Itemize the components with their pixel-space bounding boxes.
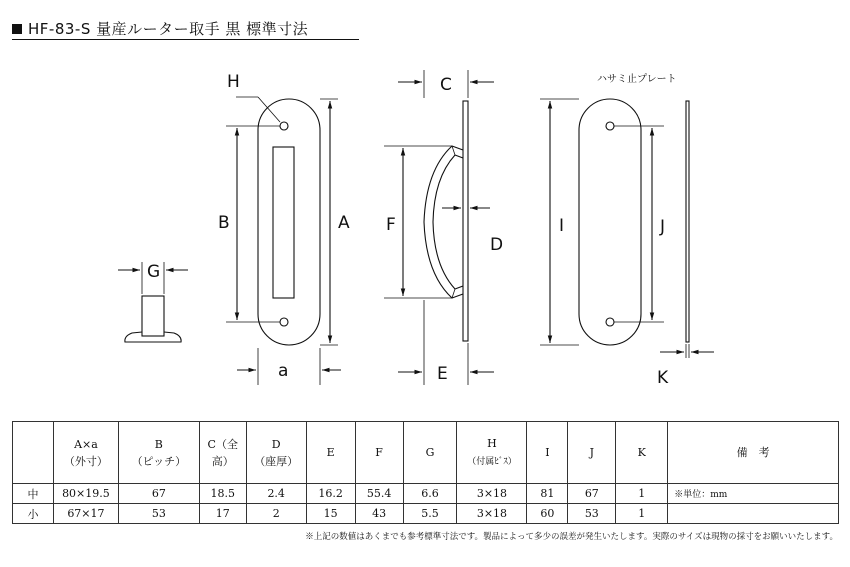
plate-view [540, 99, 714, 358]
table-cell: 67 [118, 484, 199, 504]
label-H: H [227, 72, 240, 92]
header-cell: F [355, 422, 403, 484]
label-A: A [338, 213, 350, 233]
handle-slot [273, 147, 294, 298]
label-J: J [660, 217, 666, 237]
label-C: C [440, 75, 452, 95]
table-cell: 1 [616, 504, 668, 524]
label-D: D [490, 235, 504, 255]
remark-cell: ※単位：mm [668, 484, 839, 504]
table-cell: 80×19.5 [53, 484, 118, 504]
table-cell: 60 [527, 504, 568, 524]
header-cell: D （座厚） [246, 422, 306, 484]
footnote: ※上記の数値はあくまでも参考標準寸法です。製品によって多少の誤差が発生いたします。実際のサイズは現物の採寸をお願いいたします。 [305, 532, 838, 542]
table-cell: 67×17 [53, 504, 118, 524]
title-text: HF-83-S 量産ルーター取手 黒 標準寸法 [28, 20, 309, 38]
table-row [13, 484, 839, 504]
side-base-plate [463, 101, 468, 341]
table-cell: 2.4 [246, 484, 306, 504]
label-B: B [218, 213, 230, 233]
header-cell: A×a （外寸） [53, 422, 118, 484]
table-cell: 55.4 [355, 484, 403, 504]
label-a: a [278, 361, 289, 381]
spec-table [12, 421, 839, 524]
table-cell: 81 [527, 484, 568, 504]
table-cell: 1 [616, 484, 668, 504]
label-plate: ハサミ止プレート [597, 74, 677, 85]
table-cell: 2 [246, 504, 306, 524]
table-cell: 53 [568, 504, 616, 524]
side-grip-inner [433, 155, 463, 289]
plate-side [686, 101, 689, 342]
plate-hole-bottom-icon [606, 318, 614, 326]
header-cell: J [568, 422, 616, 484]
table-cell: 17 [199, 504, 246, 524]
screw-shaft [142, 296, 164, 336]
label-F: F [386, 215, 396, 235]
remark-cell [668, 504, 839, 524]
header-cell: K [616, 422, 668, 484]
table-cell: 16.2 [306, 484, 355, 504]
table-cell: 53 [118, 504, 199, 524]
label-I: I [559, 216, 565, 236]
table-header-row [13, 422, 839, 484]
table-cell: 67 [568, 484, 616, 504]
table-cell: 6.6 [403, 484, 457, 504]
table-row [13, 504, 839, 524]
side-grip-outer [424, 146, 463, 298]
table-cell: 3×18 [457, 484, 527, 504]
label-K: K [657, 368, 669, 388]
header-cell: G [403, 422, 457, 484]
table-cell: 3×18 [457, 504, 527, 524]
header-cell: C（全 高） [199, 422, 246, 484]
header-cell: 備 考 [668, 422, 839, 484]
table-cell: 43 [355, 504, 403, 524]
header-cell: I [527, 422, 568, 484]
table-cell: 18.5 [199, 484, 246, 504]
size-cell: 小 [13, 504, 54, 524]
table-cell: 15 [306, 504, 355, 524]
header-cell: E [306, 422, 355, 484]
label-E: E [437, 364, 448, 384]
screw-head [125, 332, 181, 342]
header-cell: B （ピッチ） [118, 422, 199, 484]
front-view [226, 97, 341, 385]
plate-outline [579, 99, 641, 345]
handle-outline [258, 99, 320, 345]
table-cell: 5.5 [403, 504, 457, 524]
label-G: G [147, 262, 161, 282]
plate-hole-top-icon [606, 122, 614, 130]
screw-hole-top-icon [280, 122, 288, 130]
screw-hole-bottom-icon [280, 318, 288, 326]
header-cell [13, 422, 54, 484]
size-cell: 中 [13, 484, 54, 504]
header-cell: H （付属ﾋﾞｽ） [457, 422, 527, 484]
side-view [384, 70, 494, 385]
